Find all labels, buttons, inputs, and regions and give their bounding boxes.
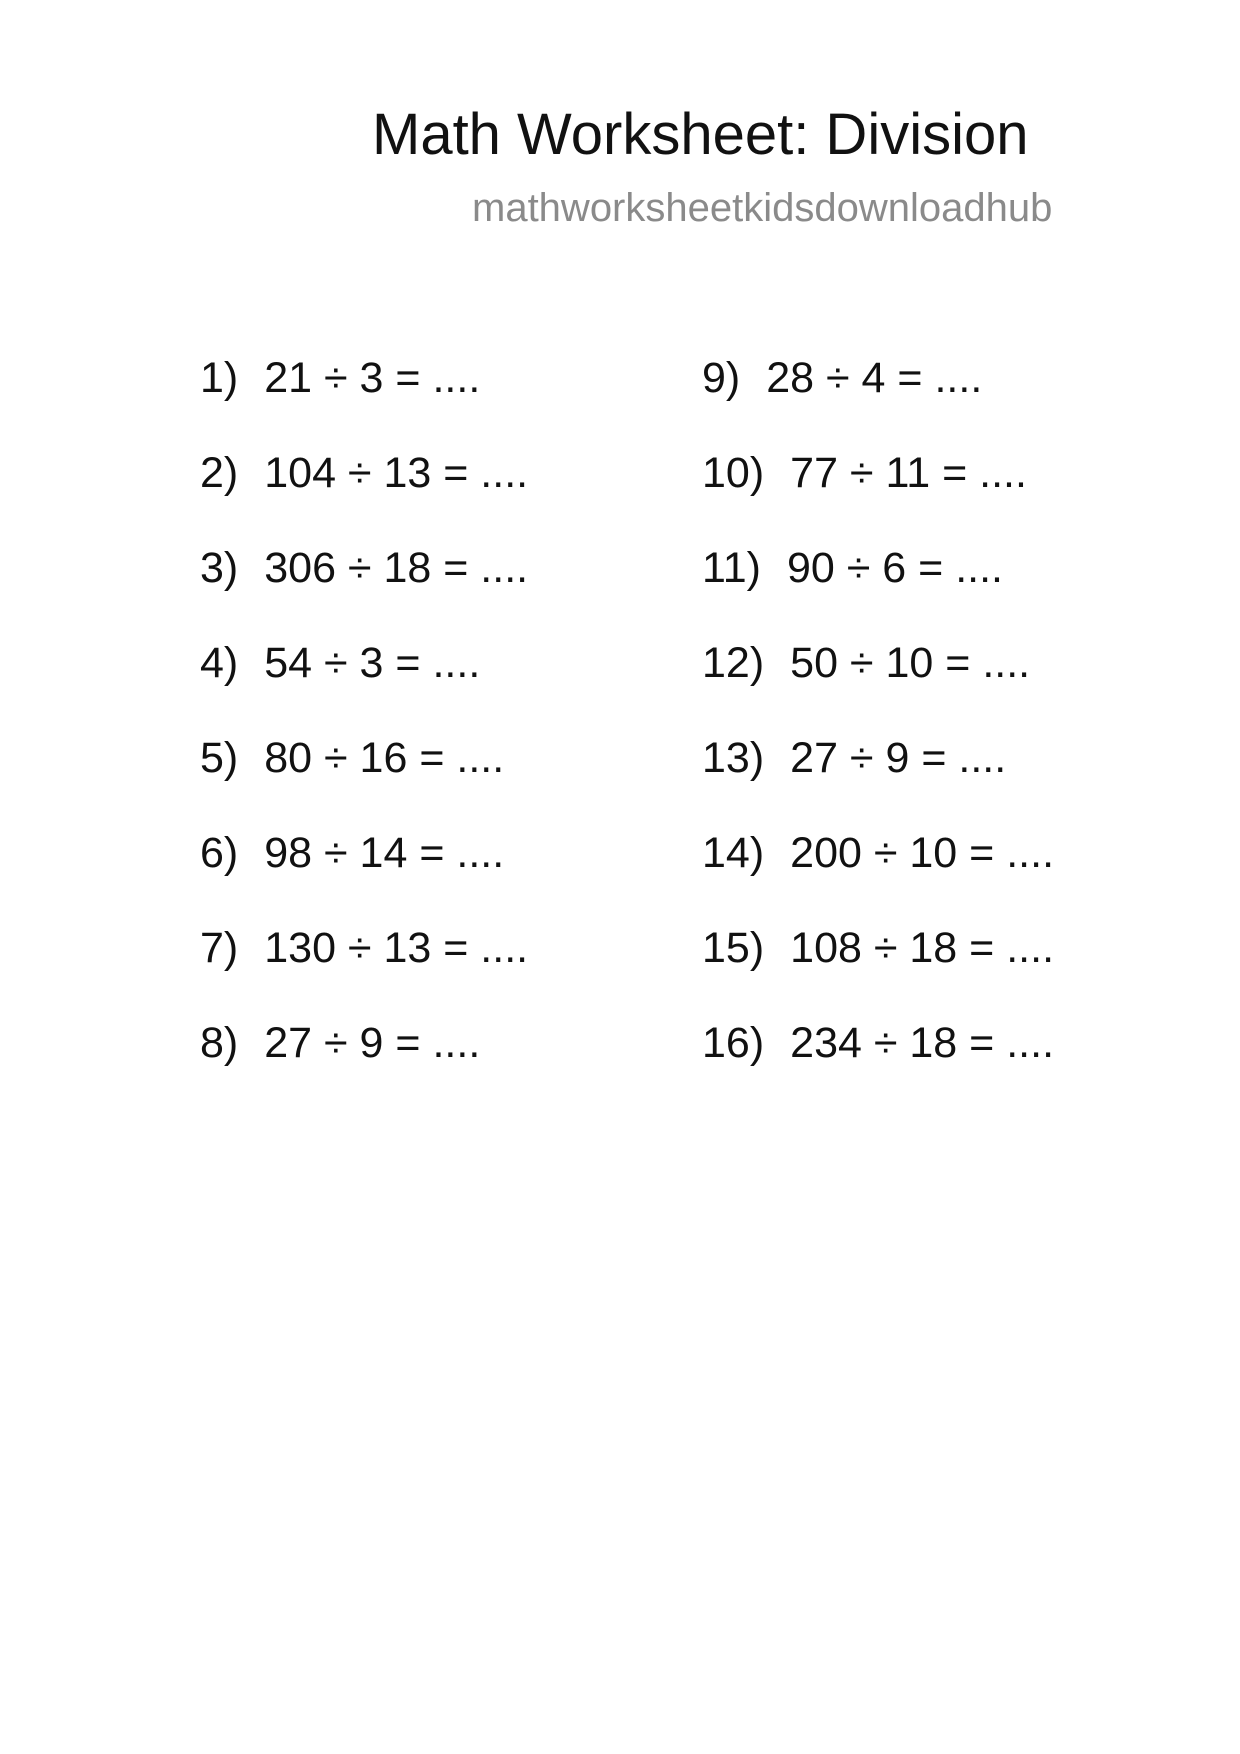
problem-number: 6) <box>200 829 239 877</box>
problem-expression: 234 ÷ 18 = .... <box>790 1019 1055 1067</box>
problem-number: 9) <box>702 354 741 402</box>
problem-number: 5) <box>200 734 239 782</box>
problem-expression: 104 ÷ 13 = .... <box>264 449 529 497</box>
problem-item <box>200 1017 528 1112</box>
problem-item <box>702 637 1054 732</box>
problem-expression: 21 ÷ 3 = .... <box>264 354 481 402</box>
problem-expression: 27 ÷ 9 = .... <box>790 734 1007 782</box>
problem-column-right <box>702 352 1054 1112</box>
problem-expression: 28 ÷ 4 = .... <box>766 354 983 402</box>
problem-expression: 27 ÷ 9 = .... <box>264 1019 481 1067</box>
problem-number: 8) <box>200 1019 239 1067</box>
problem-item <box>200 827 528 922</box>
page-subtitle: mathworksheetkidsdownloadhub <box>472 186 1053 230</box>
problem-number: 15) <box>702 924 765 972</box>
problem-number: 1) <box>200 354 239 402</box>
problem-item <box>702 827 1054 922</box>
problem-item <box>200 922 528 1017</box>
problem-number: 13) <box>702 734 765 782</box>
problem-item <box>702 542 1054 637</box>
problem-item <box>702 732 1054 827</box>
problem-expression: 90 ÷ 6 = .... <box>786 544 1003 592</box>
problem-number: 7) <box>200 924 239 972</box>
problem-number: 10) <box>702 449 765 497</box>
problem-expression: 108 ÷ 18 = .... <box>790 924 1055 972</box>
problem-number: 16) <box>702 1019 765 1067</box>
problem-number: 3) <box>200 544 239 592</box>
problem-expression: 54 ÷ 3 = .... <box>264 639 481 687</box>
problem-item <box>702 1017 1054 1112</box>
problem-expression: 77 ÷ 11 = .... <box>790 449 1027 497</box>
problem-expression: 130 ÷ 13 = .... <box>264 924 529 972</box>
problem-item <box>702 922 1054 1017</box>
problem-expression: 306 ÷ 18 = .... <box>264 544 529 592</box>
problem-item <box>200 352 528 447</box>
problem-expression: 200 ÷ 10 = .... <box>790 829 1055 877</box>
problem-item <box>702 352 1054 447</box>
problem-number: 12) <box>702 639 765 687</box>
problem-number: 2) <box>200 449 239 497</box>
problem-item <box>200 637 528 732</box>
problem-expression: 50 ÷ 10 = .... <box>790 639 1031 687</box>
problem-item <box>200 542 528 637</box>
problem-item <box>200 732 528 827</box>
problem-column-left <box>200 352 528 1112</box>
problem-number: 11) <box>702 544 761 592</box>
problem-expression: 80 ÷ 16 = .... <box>264 734 505 782</box>
problem-number: 4) <box>200 639 239 687</box>
problem-item <box>702 447 1054 542</box>
problem-expression: 98 ÷ 14 = .... <box>264 829 505 877</box>
page-title: Math Worksheet: Division <box>372 102 1029 167</box>
problem-number: 14) <box>702 829 765 877</box>
problem-item <box>200 447 528 542</box>
